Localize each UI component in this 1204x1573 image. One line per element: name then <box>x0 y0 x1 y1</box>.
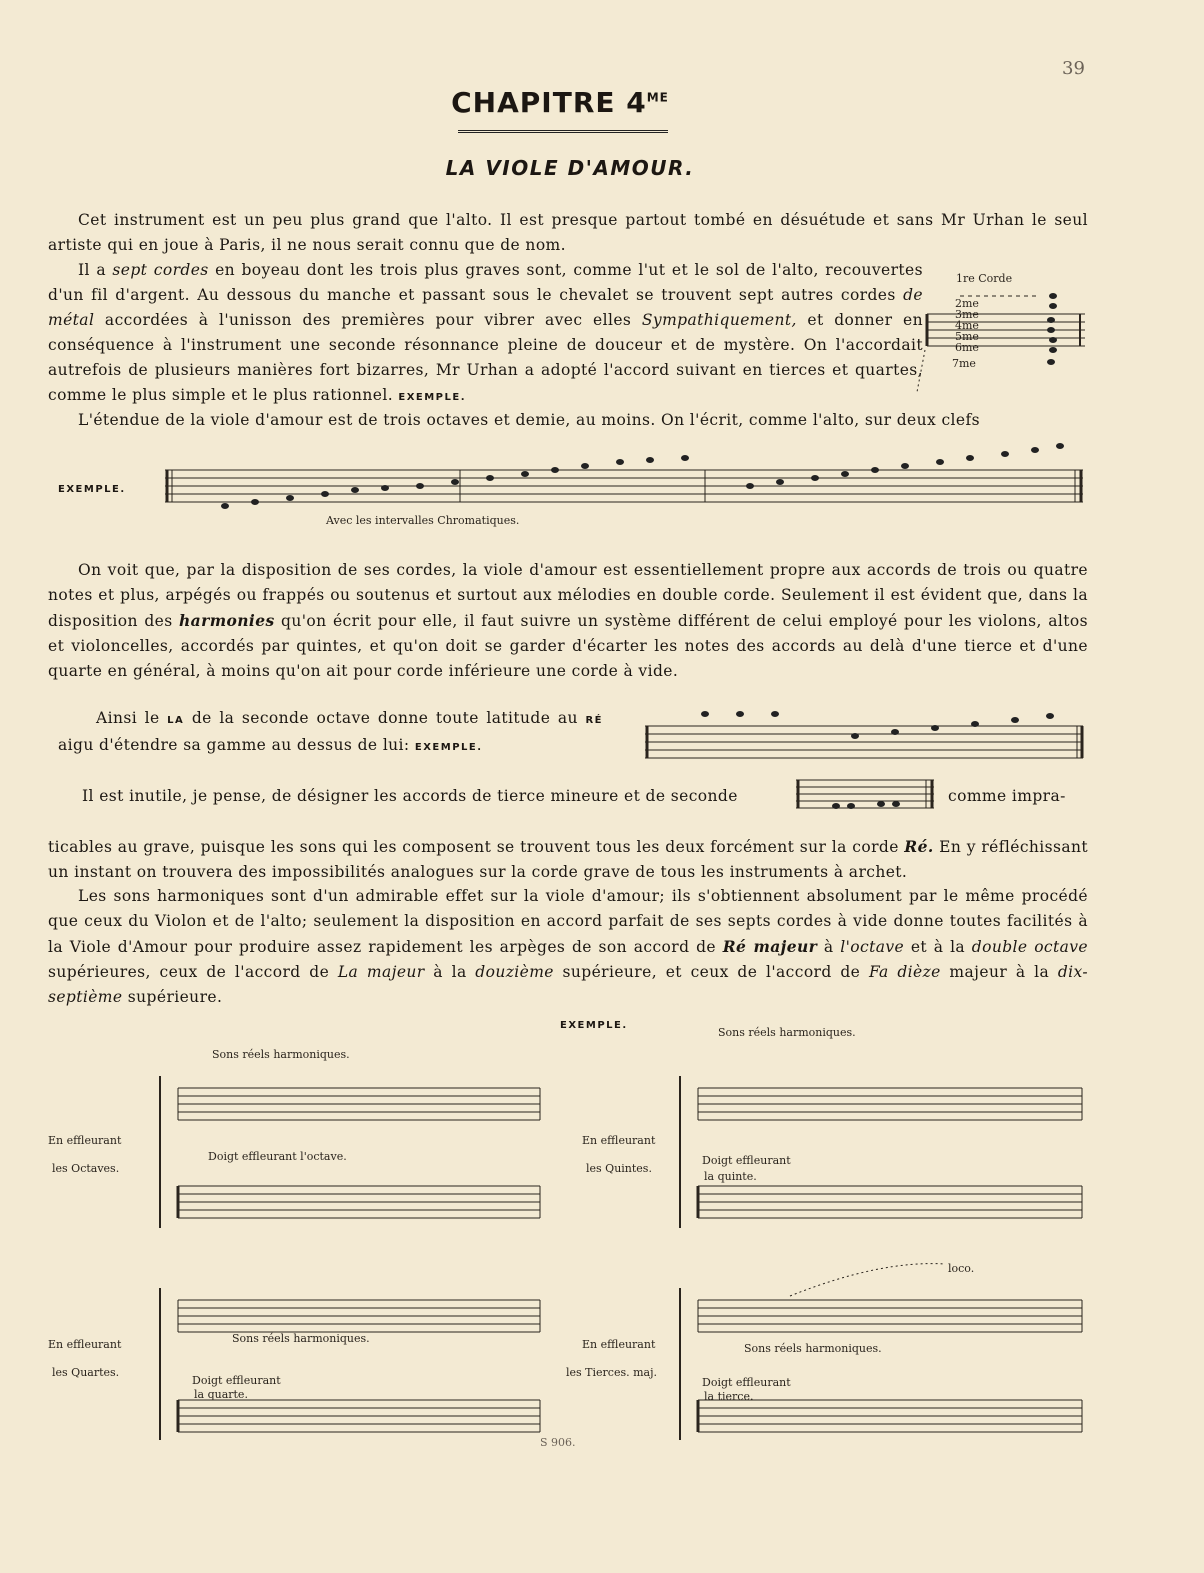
paragraph-7 <box>48 834 1088 885</box>
p5-re: RÉ <box>585 715 603 726</box>
plate-number: S 906. <box>540 1436 576 1449</box>
p8-emphasis: douzième <box>475 963 554 981</box>
p8-emphasis: dix-septième <box>48 963 1088 1006</box>
block3-bottom-label: Doigt effleurant <box>192 1374 281 1387</box>
block3-bottom-label-2: la quarte. <box>194 1388 248 1401</box>
p8-text: majeur à la <box>940 963 1058 981</box>
paragraph-8 <box>48 884 1088 1010</box>
p4-text: qu'on écrit pour elle, il faut suivre un système différent de celui employé pour les violons, altos et violoncelles, accordés par quintes, et qu'on doit se garder d'écarter les notes des accords au delà d'une tierce et d'une quarte en général, à moins qu'on ait pour corde inférieure une corde à vide. <box>48 612 1088 680</box>
paragraph-1: Cet instrument est un peu plus grand que l'alto. Il est presque partout tombé en désuétude et sans Mr Urhan le seul artiste qui en joue à Paris, il ne nous serait connu que de nom. <box>48 211 1088 254</box>
block2-side-label: En effleurant <box>582 1134 656 1147</box>
p8-emphasis: l'octave <box>840 938 905 956</box>
block2-side-label-2: les Quintes. <box>586 1162 652 1175</box>
page-number: 39 <box>1062 58 1085 79</box>
tuning-staff <box>925 300 1090 375</box>
block4-side-label: En effleurant <box>582 1338 656 1351</box>
paragraph-5 <box>58 706 603 760</box>
p7-text: ticables au grave, puisque les sons qui les composent se trouvent tous les deux forcément sur la corde <box>48 838 905 856</box>
chapter-ordinal: ME <box>646 90 669 105</box>
block3-side-label: En effleurant <box>48 1338 122 1351</box>
chapter-title <box>0 86 1120 119</box>
p2-text: Il a <box>78 261 113 279</box>
block1-side-label-2: les Octaves. <box>52 1162 120 1175</box>
block4-staves <box>680 1290 1090 1460</box>
p5-example-label: EXEMPLE. <box>414 742 483 753</box>
p5-text: de la seconde octave donne toute latitude au <box>184 709 586 727</box>
tuning-string-1: 1re Corde <box>956 272 1013 285</box>
block2-top-label: Sons réels harmoniques. <box>718 1026 856 1039</box>
p5-text: aigu d'étendre sa gamme au dessus de lui: <box>58 736 410 754</box>
p8-text: Les sons harmoniques sont d'un admirable effet sur la viole d'amour; ils s'obtiennent absolument par le même procédé que ceux du Violon et de l'alto; seulement la disposition en accord parfait de ses septs cordes à vide donne toutes facilités à la Viole d'Amour pour produire assez rapidement les arpèges de son accord de <box>48 887 1088 956</box>
paragraph-6a: Il est inutile, je pense, de désigner les accords de tierce mineure et de seconde <box>82 787 738 805</box>
p8-emphasis: Ré majeur <box>722 937 818 956</box>
p7-emphasis: Ré. <box>904 837 934 856</box>
p8-emphasis: Fa dièze <box>868 963 941 981</box>
block3-top-label: Sons réels harmoniques. <box>232 1332 370 1345</box>
paragraph-4 <box>48 558 1088 684</box>
p4-emphasis: harmonies <box>179 611 275 630</box>
p8-text: à la <box>424 963 476 981</box>
p2-example-label: EXEMPLE. <box>398 392 467 403</box>
p2-emphasis: de métal <box>48 286 923 329</box>
block1-bottom-label: Doigt effleurant l'octave. <box>208 1150 347 1163</box>
p2-emphasis: sept cordes <box>112 261 209 279</box>
p2-emphasis: Sympathiquement, <box>641 311 797 329</box>
p8-text: et à la <box>904 938 972 956</box>
block1-staves <box>160 1078 560 1248</box>
p2-text: et donner en conséquence à l'instrument une seconde résonnance pleine de douceur et de mystère. On l'accordait autrefois de plusieurs manières fort bizarres, Mr Urhan a adopté l'accord suivant en tierces et quartes, comme le plus simple et le plus rationnel. <box>48 311 923 404</box>
p8-text: supérieures, ceux de l'accord de <box>48 963 338 981</box>
p2-text: en boyeau dont les trois plus graves sont, comme l'ut et le sol de l'alto, recouvertes d'un fil d'argent. Au dessous du manche et passant sous le chevalet se trouvent sept autres cordes <box>48 261 923 304</box>
paragraph-3: L'étendue de la viole d'amour est de trois octaves et demie, au moins. On l'écrit, comme l'alto, sur deux clefs <box>78 411 980 429</box>
chapter-title-text: CHAPITRE 4 <box>451 86 647 119</box>
block4-top-label: Sons réels harmoniques. <box>744 1342 882 1355</box>
block2-bottom-label-2: la quinte. <box>704 1170 757 1183</box>
section-title: LA VIOLE D'AMOUR. <box>445 156 695 180</box>
block3-staves <box>160 1290 560 1460</box>
paragraph-6b: comme impra- <box>948 787 1066 805</box>
tuning-string-5: 5me <box>955 330 979 343</box>
block4-bottom-label-2: la tierce. <box>704 1390 754 1403</box>
p5-text: Ainsi le <box>96 709 168 727</box>
tuning-string-6: 6me <box>955 341 979 354</box>
tuning-string-4: 4me <box>955 319 979 332</box>
p4-text: On voit que, par la disposition de ses cordes, la viole d'amour est essentiellement propre aux accords de trois ou quatre notes et plus, arpégés ou frappés ou soutenus et surtout aux mélodies en double corde. Seulement il est évident que, dans la disposition des <box>48 561 1088 630</box>
p8-text: à <box>817 938 841 956</box>
p7-text: En y réfléchissant un instant on trouvera des impossibilités analogues sur la corde grave de tous les instruments à archet. <box>48 838 1089 881</box>
p5-la: LA <box>167 715 185 726</box>
title-rule <box>458 130 668 133</box>
paragraph-2 <box>48 258 923 410</box>
block4-loco-label: loco. <box>948 1262 975 1275</box>
range-caption: Avec les intervalles Chromatiques. <box>326 514 520 527</box>
tuning-string-7: 7me <box>952 357 976 370</box>
p8-text: supérieure. <box>122 988 223 1006</box>
tuning-string-2: 2me <box>955 297 979 310</box>
p8-emphasis: La majeur <box>337 963 425 981</box>
block4-side-label-2: les Tierces. maj. <box>566 1366 657 1379</box>
block3-side-label-2: les Quartes. <box>52 1366 120 1379</box>
p8-text: supérieure, et ceux de l'accord de <box>553 963 869 981</box>
block1-top-label: Sons réels harmoniques. <box>212 1048 350 1061</box>
interval-staff <box>796 776 936 814</box>
block1-side-label: En effleurant <box>48 1134 122 1147</box>
block4-bottom-label: Doigt effleurant <box>702 1376 791 1389</box>
p8-emphasis: double octave <box>971 938 1089 956</box>
block2-staves <box>680 1078 1090 1248</box>
block2-bottom-label: Doigt effleurant <box>702 1154 791 1167</box>
tuning-string-3: 3me <box>955 308 979 321</box>
latitude-staff <box>645 722 1085 777</box>
harmonics-example-label: EXEMPLE. <box>560 1020 628 1031</box>
p2-text: accordées à l'unisson des premières pour vibrer avec elles <box>94 311 642 329</box>
range-staff <box>165 460 1085 520</box>
range-example-label: EXEMPLE. <box>58 484 126 495</box>
